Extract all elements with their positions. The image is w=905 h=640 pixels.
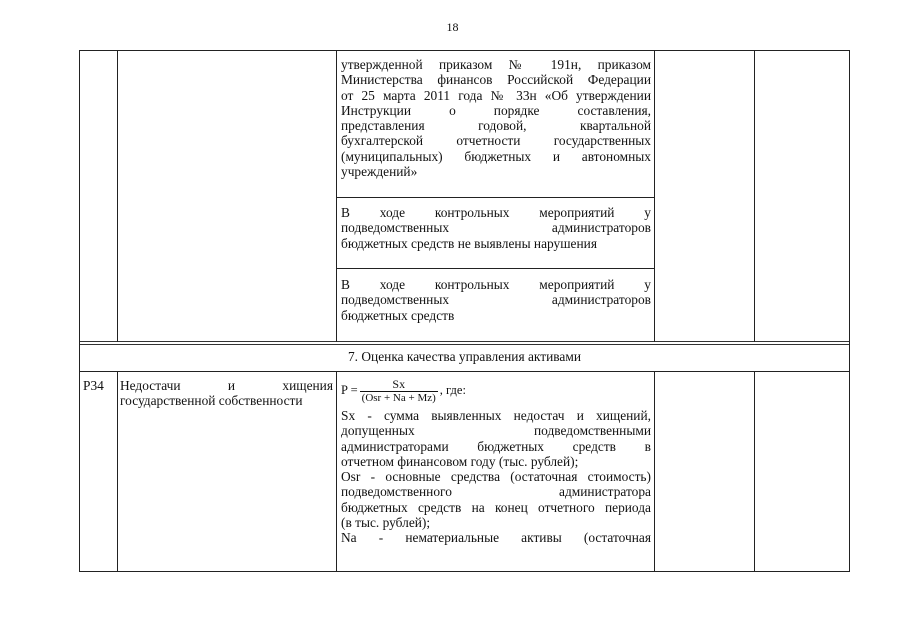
text-line: Инструкции о порядке составления, [341, 102, 651, 118]
formula-denominator: (Osr + Na + Mz) [361, 391, 436, 404]
text-line: допущенных подведомственными [341, 423, 651, 439]
text-line: учреждений» [341, 164, 418, 180]
right-border-section [849, 342, 850, 372]
text-line: представления годовой, квартальной [341, 118, 651, 134]
formula-col-border-lower [654, 371, 655, 572]
row1-bottom-border [337, 197, 654, 198]
formula-numerator: Sx [392, 376, 406, 391]
table-top-border [79, 50, 850, 51]
row3-formula-cell [341, 277, 651, 323]
text-line: бухгалтерской отчетности государственных [341, 133, 651, 149]
formula-col-border-upper [654, 50, 655, 342]
text-line: подведомственного администратора [341, 484, 651, 500]
name-col-border-lower [336, 371, 337, 572]
text-line: Sx - сумма выявленных недостач и хищений, [341, 408, 651, 423]
text-line: бюджетных средств не выявлены нарушения [341, 235, 597, 251]
text-line: Недостачи и хищения [120, 378, 333, 393]
section-title: 7. Оценка качества управления активами [347, 349, 581, 364]
name-col-border-upper [336, 50, 337, 342]
left-border-lower [79, 371, 80, 572]
right-border-upper [849, 50, 850, 342]
col5-border-upper [754, 50, 755, 342]
col5-border-lower [754, 371, 755, 572]
code-col-border-lower [117, 371, 118, 572]
formula-fraction [360, 378, 438, 405]
section-top-border [79, 341, 850, 345]
row2-bottom-border [337, 268, 654, 269]
formula-lhs: P = [341, 383, 358, 398]
text-line: от 25 марта 2011 года № 33н «Об утверждении [341, 87, 651, 103]
indicator-name [120, 378, 333, 409]
row1-formula-cell [341, 57, 651, 179]
text-line: бюджетных средств [341, 307, 455, 323]
text-line: Osr - основные средства (остаточная стоимость) [341, 469, 651, 485]
text-line: подведомственных администраторов [341, 292, 651, 308]
text-line: администраторами бюджетных средств в [341, 438, 651, 454]
code-col-border-upper [117, 50, 118, 342]
text-line: Министерства финансов Российской Федерации [341, 72, 651, 88]
page-number: 18 [446, 20, 459, 34]
indicator-code: P34 [83, 378, 104, 393]
text-line: утвержденной приказом № 191н, приказом [341, 57, 651, 72]
formula-suffix: , где: [439, 383, 466, 398]
text-line: (в тыс. рублей); [341, 515, 431, 531]
text-line: бюджетных средств на конец отчетного периода [341, 499, 651, 515]
right-border-lower [849, 371, 850, 572]
section-bottom-border [79, 371, 850, 372]
left-border-upper [79, 50, 80, 342]
table-bottom-border [79, 571, 850, 572]
row2-formula-cell [341, 205, 651, 251]
text-line: В ходе контрольных мероприятий у [341, 205, 651, 220]
text-line: Na - нематериальные активы (остаточная [341, 530, 651, 546]
formula [341, 374, 651, 408]
indicator-formula-cell [341, 374, 651, 546]
text-line: (муниципальных) бюджетных и автономных [341, 148, 651, 164]
text-line: В ходе контрольных мероприятий у [341, 277, 651, 292]
text-line: отчетном финансовом году (тыс. рублей); [341, 453, 579, 469]
text-line: государственной собственности [120, 393, 303, 409]
text-line: подведомственных администраторов [341, 220, 651, 236]
